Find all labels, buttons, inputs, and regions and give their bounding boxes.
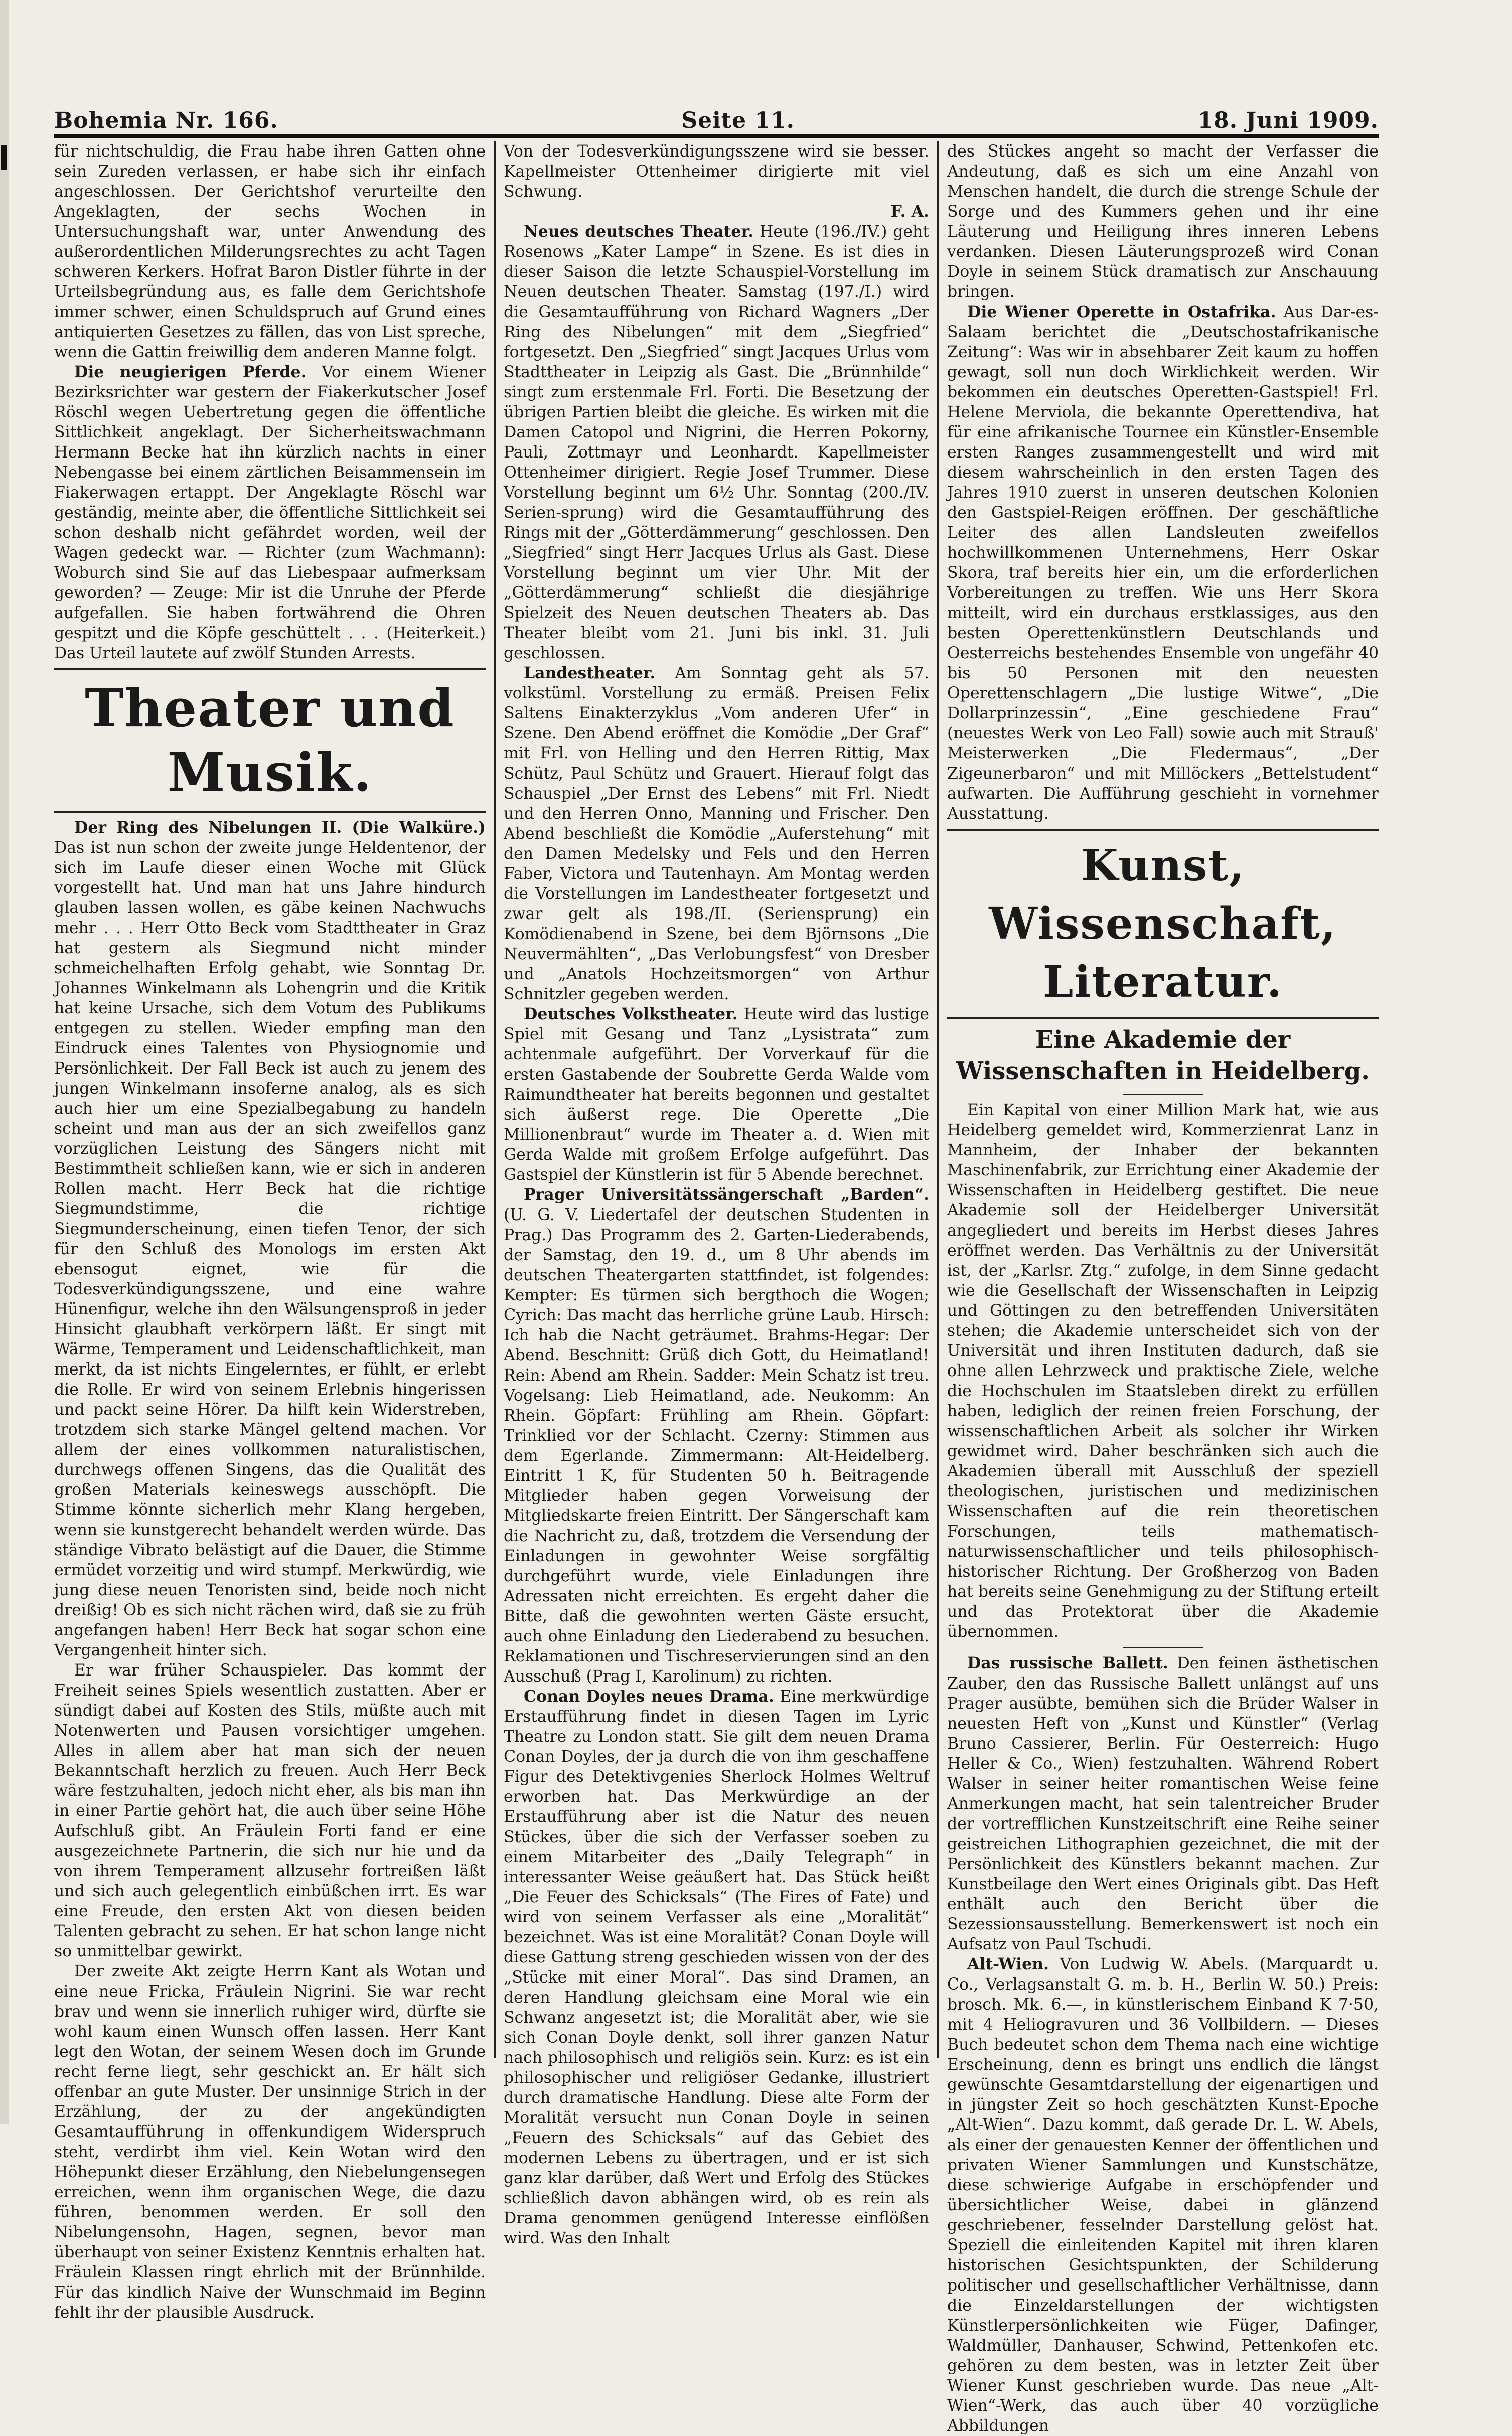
article-text: für nichtschuldig, die Frau habe ihren Gatten ohne sein Zureden verlassen, er habe sich ihr einfach angeschlossen. Der Gerichtshof verurteilte den Angeklagten, der sechs Wochen in Untersuchungshaft war, unter Anwendung des außerordentlichen Milderungsrechtes zu acht Tagen schweren Kerkers. Hofrat Baron Distler führte in der Urteilsbegründung aus, es falle dem Gerichtshofe immer schwer, einen Schuldspruch auf Grund eines antiquierten Gesetzes zu fällen, das von List spreche, wenn die Gattin freiwillig dem anderen Manne folgt. [54,142,486,361]
article-wiener-operette [947,302,1379,824]
column-2 [504,141,930,2247]
short-rule [1123,1647,1203,1648]
article-text: Der zweite Akt zeigte Herrn Kant als Wotan und eine neue Fricka, Fräulein Nigrini. Sie war recht brav und wenn sie innerlich ruhiger wird, dürfte sie wohl kaum einen Wunsch offen lassen. Herr Kant legt den Wotan, der seinem Wesen doch im Grunde recht ferne liegt, sehr geschickt an. Er hält sich offenbar an gute Muster. Der unsinnige Strich in der Erzählung, der zu der angekündigten Gesamtaufführung in offenkundigem Widerspruch steht, verdirbt ihm viel. Kein Wotan wird den Höhepunkt dieser Erzählung, den Niebelungensegen erreichen, wenn ihm organischen Wege, die dazu führen, benommen werden. Er soll den Nibelungensohn, Hagen, segnen, bevor man überhaupt von seiner Existenz Kenntnis erhalten hat. Fräulein Klassen ringt ehrlich mit der Brünnhilde. Für das kindlich Naive der Wunschmaid im Beginn fehlt ihr der plausible Ausdruck. [54,1962,486,2322]
article-barden [504,1185,929,1687]
section-rule [947,829,1379,831]
article-text: Von Ludwig W. Abels. (Marquardt u. Co., Verlagsanstalt G. m. b. H., Berlin W. 50.) Preis: brosch. Mk. 6.—, in künstlerischem Einband K 7·50, mit 4 Heliogravuren und 36 Vollbildern. — Dieses Buch bedeutet schon dem Thema nach eine wichtige Erscheinung, denn es bringt uns endlich die längst gewünschte Gesamtdarstellung der eigenartigen und in jüngster Zeit so hoch geschätzten Kunst-Epoche „Alt-Wien“. Dazu kommt, daß gerade Dr. L. W. Abels, als einer der genauesten Kenner der öffentlichen und privaten Wiener Sammlungen und Kunstschätze, diese schwierige Aufgabe in erschöpfender und übersichtlicher Weise, dabei in glänzend geschriebener, fesselnder Darstellung gelöst hat. Speziell die einleitenden Kapitel mit ihren klaren historischen Gesichtspunkten, der Schilderung politischer und gesellschaftlicher Verhältnisse, dann die Einzeldarstellungen der wichtigsten Künstlerpersönlichkeiten wie Füger, Dafinger, Waldmüller, Danhauser, Schwind, Pettenkofen etc. gehören zu dem besten, was in letzter Zeit über Wiener Kunst geschrieben wurde. Das neue „Alt-Wien“-Werk, das auch über 40 vorzügliche Abbildungen [947,1955,1379,2435]
article-neues-deutsches-theater [504,222,929,663]
section-rule [54,811,486,813]
article-title-akademie: Eine Akademie der Wissenschaften in Heidelberg. [956,1026,1370,1085]
article-text: (U. G. V. Liedertafel der deutschen Studenten in Prag.) Das Programm des 2. Garten-Liederabends, der Samstag, den 19. d., um 8 Uhr abends im deutschen Theatergarten stattfindet, ist folgendes: Kempter: Es türmen sich bergthoch die Wogen; Cyrich: Das macht das herrliche grüne Laub. Hirsch: Ich hab die Nacht geträumet. Brahms-Hegar: Der Abend. Beschnitt: Grüß dich Gott, du Heimatland! Rein: Abend am Rhein. Sadder: Mein Schatz ist treu. Vogelsang: Lieb Heimatland, ade. Neukomm: An Rhein. Göpfart: Frühling am Rhein. Göpfart: Trinklied vor der Schlacht. Czerny: Stimmen aus dem Egerlande. Zimmermann: Alt-Heidelberg. Eintritt 1 K, für Studenten 50 h. Beitragende Mitglieder haben gegen Vorweisung der Mitgliedskarte freien Eintritt. Der Sängerschaft kam die Nachricht zu, daß, trotzdem die Versendung der Einladungen in gewohnter Weise sorgfältig durchgeführt wurde, viele Einladungen ihre Adressaten nicht erreichten. Es ergeht daher die Bitte, daß die gewohnten werten Gäste ersucht, auch ohne Einladung den Liederabend zu besuchen. Reklamationen und Tischreservierungen sind an den Ausschuß (Prag I, Karolinum) zu richten. [504,1206,929,1686]
article-heading: Landestheater. [524,664,656,682]
article-text: Eine merkwürdige Erstaufführung findet in diesen Tagen im Lyric Theatre zu London statt. Sie gilt dem neuen Drama Conan Doyles, der ja durch die von ihm geschaffene Figur des Detektivgenies Sherlock Holmes Weltruf erworben hat. Das Merkwürdige an der Erstaufführung aber ist die Natur des neuen Stückes, über die sich der Verfasser soeben zu einem Mitarbeiter des „Daily Telegraph“ in interessanter Weise geäußert hat. Das Stück heißt „Die Feuer des Schicksals“ (The Fires of Fate) und wird von seinem Verfasser als eine „Moralität“ bezeichnet. Was ist eine Moralität? Conan Doyle will diese Gattung streng geschieden wissen von der des „Stücke mit einer Moral“. Das sind Dramen, an deren Handlung gleichsam eine Moral wie ein Schwanz angesetzt ist; die Moralität aber, wie sie sich Conan Doyle denkt, soll ihrer ganzen Natur nach philosophisch und religiös sein. Kurz: es ist ein philosophischer und religiöser Gedanke, illustriert durch dramatische Handlung. Diese alte Form der Moralität versucht nun Conan Doyle in seinen „Feuern des Schicksals“ auf das Gebiet des modernen Lebens zu übertragen, und er ist sich ganz klar darüber, daß Wert und Erfolg des Stückes schließlich davon abhängen wird, ob es rein als Drama genommen genügend Interesse einflößen wird. Was den Inhalt [504,1688,929,2247]
article-text: Den feinen ästhetischen Zauber, den das Russische Ballett unlängst auf uns Prager ausübte, bemühen sich die Brüder Walser in neuesten Heft von „Kunst und Künstler“ (Verlag Bruno Cassierer, Berlin. Für Oesterreich: Hugo Heller & Co., Wien) festzuhalten. Während Robert Walser in seiner heiter romantischen Weise feine Anmerkungen macht, hat sein talentreicher Bruder der vortrefflichen Kunstzeitschrift eine Reihe seiner geistreichen Lithographien gezeichnet, die mit der Persönlichkeit des Künstlers bekannt machen. Zur Kunstbeilage den Wert eines Originals gibt. Das Heft enthält auch den Bericht über die Sezessionsausstellung. Bemerkenswert ist noch ein Aufsatz von Paul Tschudi. [947,1654,1379,1953]
article-landestheater [504,663,929,1004]
article-text: Heute wird das lustige Spiel mit Gesang und Tanz „Lysistrata“ zum achtenmale aufgeführt. Der Vorverkauf für die ersten Gastabende der Soubrette Gerda Walde vom Raimundtheater hat bereits begonnen und gestaltet sich äußerst rege. Die Operette „Die Millionenbraut“ wurde im Theater a. d. Wien mit Gerda Walde mit großem Erfolge aufgeführt. Das Gastspiel der Künstlerin ist für 5 Abende berechnet. [504,1005,930,1184]
header-issue: Bohemia Nr. 166. [54,108,278,133]
article-heading: Conan Doyles neues Drama. [524,1687,774,1706]
article-russisches-ballett [947,1653,1379,1954]
article-text: des Stückes angeht so macht der Verfasser die Andeutung, daß es sich um eine Anzahl von Menschen handelt, die durch die strenge Schule der Sorge und des Kummers gehen und ihr eine Läuterung und Heiligung ihres inneren Lebens verdanken. Diesen Läuterungsprozeß wird Conan Doyle in seinem Stück dramatisch zur Anschauung bringen. [947,142,1379,301]
column-divider-1 [494,141,496,2058]
article-heading: Die Wiener Operette in Ostafrika. [967,302,1276,321]
article-ring-nibelungen [54,818,486,1660]
section-rule [54,668,486,670]
article-text: Das ist nun schon der zweite junge Heldentenor, der sich im Laufe dieser einen Woche mit Glück vorgestellt hat. Und man hat uns Jahre hindurch glauben lassen wollen, es gäbe keinen Nachwuchs mehr . . . Herr Otto Beck vom Stadttheater in Graz hat gestern als Siegmund nicht minder schmeichelhaften Erfolg gehabt, wie Sonntag Dr. Johannes Winkelmann als Lohengrin und die Kritik hat keine Ursache, sich dem Votum des Publikums entgegen zu stellen. Wieder empfing man den Eindruck eines Talentes von Physiognomie und Persönlichkeit. Der Fall Beck ist auch zu jenem des jungen Winkelmann insoferne analog, als es sich auch hier um eine Spezialbegabung zu handeln scheint und man aus der an sich zweifellos ganz vorzüglichen Leistung des Sängers nicht mit Bestimmtheit schließen kann, wie er sich in anderen Rollen macht. Herr Beck hat die richtige Siegmundstimme, die richtige Siegmunderscheinung, einen tiefen Tenor, der sich für den Schluß des Monologs im ersten Akt ebensogut eignet, wie für die Todesverkündigungsszene, und eine wahre Hünenfigur, welche ihn den Wälsungensproß in jeder Hinsicht glaubhaft verkörpern läßt. Er singt mit Wärme, Temperament und Leidenschaftlichkeit, man merkt, da ist nichts Eingelerntes, er fühlt, er erlebt die Rolle. Er wird von seinem Erlebnis hingerissen und packt seine Hörer. Da hilft kein Widerstreben, trotzdem sich starke Mängel geltend machen. Vor allem der eines vollkommen naturalistischen, durchwegs offenen Singens, das die Qualität des großen Materials keineswegs ausschöpft. Die Stimme könnte sicherlich mehr Klang hergeben, wenn sie kunstgerecht behandelt werden würde. Das ständige Vibrato belästigt auf die Dauer, die Stimme ermüdet vorzeitig und wird stumpf. Merkwürdig, wie jung diese neuen Tenoristen sind, beide noch nicht dreißig! Ob es sich nicht rächen wird, daß sie zu früh angefangen haben! Herr Beck hat sogar schon eine Vergangenheit hinter sich. [54,839,486,1659]
article-text: Von der Todesverkündigungsszene wird sie besser. Kapellmeister Ottenheimer dirigierte mit viel Schwung. [504,142,929,201]
section-rule [947,1017,1379,1019]
article-heading: Das russische Ballett. [967,1654,1168,1672]
article-heading: Neues deutsches Theater. [524,222,754,241]
article-text: Ein Kapital von einer Million Mark hat, wie aus Heidelberg gemeldet wird, Kommerzienrat Lanz in Mannheim, der Inhaber der bekannten Maschinenfabrik, zur Errichtung einer Akademie der Wissenschaften in Heidelberg gestiftet. Die neue Akademie soll der Heidelberger Universität angegliedert und bereits im Herbst dieses Jahres eröffnet werden. Das Verhältnis zu der Universität ist, der „Karlsr. Ztg.“ zufolge, in dem Sinne gedacht wie die Gesellschaft der Wissenschaften in Leipzig und Göttingen zu den betreffenden Universitäten stehen; die Akademie unterscheidet sich von der Universität und ihren Instituten dadurch, daß sie ohne allen Lehrzweck und praktische Ziele, welche die Hochschulen im Staatsleben direkt zu erfüllen haben, lediglich der reinen freien Forschung, der wissenschaftlichen Arbeit als solcher ihr Wirken gewidmet wird. Daher beschränken sich auch die Akademien überall mit Ausschluß der speziell theologischen, juristischen und medizinischen Wissenschaften auf die rein theoretischen Forschungen, teils mathematisch-naturwissenschaftlicher und teils philosophisch-historischer Richtung. Der Großherzog von Baden hat bereits seine Genehmigung zu der Stiftung erteilt und das Protektorat über die Akademie übernommen. [947,1101,1379,1641]
article-heading: Deutsches Volkstheater. [524,1005,738,1023]
column-divider-2 [937,141,939,2058]
article-neugierige-pferde [54,362,486,663]
column-1 [54,141,486,2322]
short-rule [1123,1094,1203,1095]
header-page-number: Seite 11. [681,108,795,133]
article-text: Aus Dar-es-Salaam berichtet die „Deutschostafrikanische Zeitung“: Was wir in absehbarer Zeit kaum zu hoffen gewagt, soll nun doch Wirklichkeit werden. Wir bekommen ein deutsches Operetten-Gastspiel! Frl. Helene Merviola, die bekannte Operettendiva, hat für eine afrikanische Tournee ein Künstler-Ensemble ersten Ranges zusammengestellt und wird mit diesem wahrscheinlich in den ersten Tagen des Jahres 1910 zuerst in unseren deutschen Kolonien den Gastspiel-Reigen eröffnen. Der geschäftliche Leiter des allen Landsleuten zweifellos hochwillkommenen Unternehmens, Herr Oskar Skora, traf bereits hier ein, um die erforderlichen Vorbereitungen zu treffen. Wie uns Herr Skora mitteilt, wird ein durchaus erstklassiges, aus den besten Operettenkünstlern Deutschlands und Oesterreichs bestehendes Ensemble von ungefähr 40 bis 50 Personen mit den neuesten Operettenschlagern „Die lustige Witwe“, „Die Dollarprinzessin“, „Eine geschiedene Frau“ (neuestes Werk von Leo Fall) sowie auch mit Strauß' Meisterwerken „Die Fledermaus“, „Der Zigeunerbaron“ und mit Millöckers „Bettelstudent“ aufwarten. Die Aufführung geschieht in vornehmer Ausstattung. [947,303,1379,823]
page-edge [0,0,9,2124]
article-heading: Prager Universitätssängerschaft „Barden“. [524,1185,929,1204]
article-heading: Der Ring des Nibelungen II. (Die Walküre.) [74,818,486,837]
article-text: Heute (196./IV.) geht Rosenows „Kater Lampe“ in Szene. Es ist dies in dieser Saison die letzte Schauspiel-Vorstellung im Neuen deutschen Theater. Samstag (197./I.) wird die Gesamtaufführung von Richard Wagners „Der Ring des Nibelungen“ mit dem „Siegfried“ fortgesetzt. Den „Siegfried“ singt Jacques Urlus vom Stadttheater in Leipzig als Gast. Die „Brünnhilde“ singt zum erstenmale Frl. Forti. Die Besetzung der übrigen Partien bleibt die gleiche. Es wirken mit die Damen Catopol und Nigrini, die Herren Pokorny, Pauli, Zottmayr und Leonhardt. Kapellmeister Ottenheimer dirigiert. Regie Josef Trummer. Diese Vorstellung beginnt um 6½ Uhr. Sonntag (200./IV. Serien-sprung) wird die Gesamtaufführung des Rings mit der „Götterdämmerung“ geschlossen. Den „Siegfried“ singt Herr Jacques Urlus als Gast. Diese Vorstellung beginnt um vier Uhr. Mit der „Götterdämmerung“ schließt die diesjährige Spielzeit des Neuen deutschen Theaters ab. Das Theater bleibt vom 21. Juni bis inkl. 31. Juli geschlossen. [504,223,929,662]
section-title-kunst: Kunst, Wissenschaft, Literatur. [989,840,1337,1007]
author-signature: F. A. [890,202,929,221]
article-heading: Alt-Wien. [967,1955,1049,1973]
column-3 [947,141,1379,2435]
article-volkstheater [504,1004,929,1185]
article-heading: Die neugierigen Pferde. [74,363,307,381]
header-rule [54,134,1379,138]
page-header [54,98,1379,133]
section-title-theater: Theater und Musik. [85,677,455,803]
edge-mark [1,145,7,170]
article-text: Vor einem Wiener Bezirksrichter war gestern der Fiakerkutscher Josef Röschl wegen Uebertretung gegen die öffentliche Sittlichkeit angeklagt. Der Sicherheitswachmann Hermann Becke hat ihn kürzlich nachts in einer Nebengasse bei einem zärtlichen Beisammensein im Fiakerwagen ertappt. Der Angeklagte Röschl war geständig, meinte aber, die öffentliche Sittlichkeit sei schon deshalb nicht gefährdet worden, weil der Wagen gedeckt war. — Richter (zum Wachmann): Woburch sind Sie auf das Liebespaar aufmerksam geworden? — Zeuge: Mir ist die Unruhe der Pferde aufgefallen. Sie haben fortwährend die Ohren gespitzt und die Köpfe geschüttelt . . . (Heiterkeit.) Das Urteil lautete auf zwölf Stunden Arrests. [54,363,486,662]
article-conan-doyle [504,1687,929,2248]
article-text: Am Sonntag geht als 57. volkstüml. Vorstellung zu ermäß. Preisen Felix Saltens Einakterzyklus „Vom anderen Ufer“ in Szene. Den Abend eröffnet die Komödie „Der Graf“ mit Frl. von Helling und den Herren Rittig, Max Schütz, Paul Schütz und Grauert. Hierauf folgt das Schauspiel „Der Ernst des Lebens“ mit Frl. Niedt und den Herren Onno, Manning und Frischer. Den Abend beschließt die Komödie „Auferstehung“ mit den Damen Medelsky und Fels und den Herren Faber, Victora und Tautenhayn. Am Montag werden die Vorstellungen im Landestheater fortgesetzt und zwar gelt als 198./II. (Seriensprung) ein Komödienabend in Szene, bei dem Björnsons „Die Neuvermählten“, „Das Verlobungsfest“ von Dresber und „Anatols Hochzeitsmorgen“ von Arthur Schnitzler gegeben werden. [504,664,929,1003]
article-alt-wien [947,1954,1379,2436]
article-text: Er war früher Schauspieler. Das kommt der Freiheit seines Spiels wesentlich zustatten. Aber er sündigt dabei auf Kosten des Stils, müßte auch mit Notenwerten und Pausen vorsichtiger umgehen. Alles in allem aber hat man sich der neuen Bekanntschaft herzlich zu freuen. Auch Herr Beck wäre festzuhalten, jedoch nicht eher, als bis man ihn in einer Partie gehört hat, die auch über seine Höhe Aufschluß gibt. An Fräulein Forti fand er eine ausgezeichnete Partnerin, die sich nur hie und da von ihrem Temperament allzusehr fortreißen läßt und sich auch gelegentlich einbüßchen irrt. Es war eine Freude, den ersten Akt von diesen beiden Talenten gebracht zu sehen. Er hat schon lange nicht so unmittelbar gewirkt. [54,1661,486,1960]
header-date: 18. Juni 1909. [1197,108,1379,133]
